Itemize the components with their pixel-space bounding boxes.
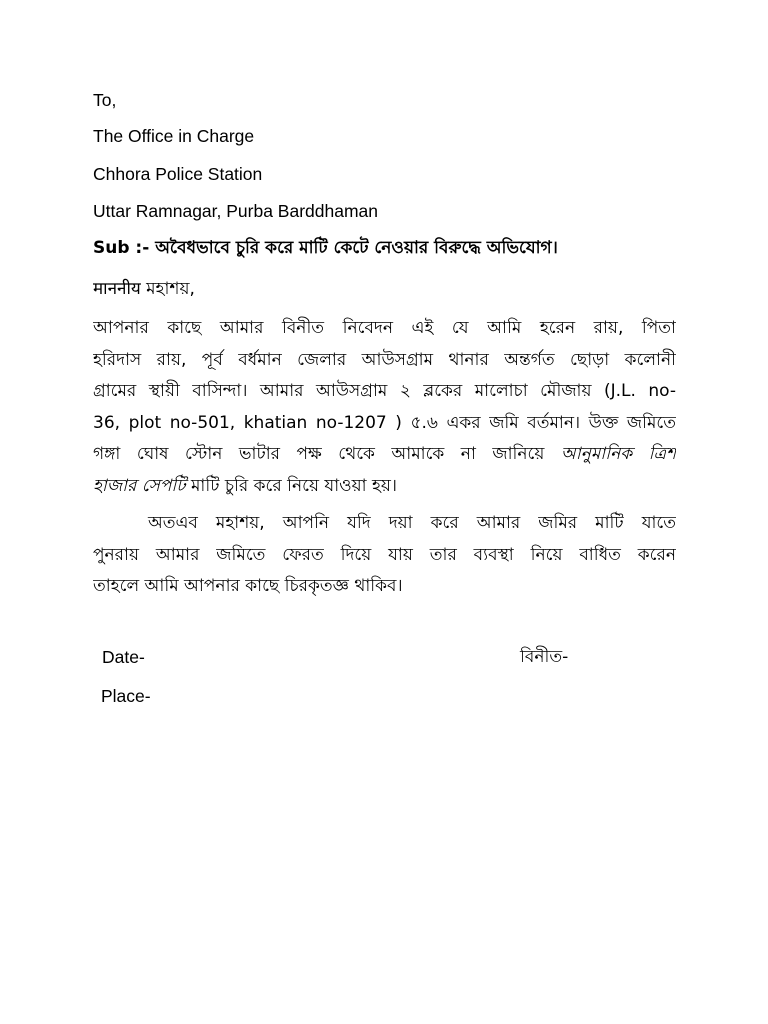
body1-line-1: আপনার কাছে আমার বিনীত নিবেদন এই যে আমি হরেন রায়, পিতা <box>93 318 676 338</box>
body1-line-5-italic: আনুমানিক ত্রিশ <box>560 444 676 464</box>
place-label: Place- <box>101 686 151 706</box>
subject-line: Sub :- অবৈধভাবে চুরি করে মাটি কেটে নেওয়ার বিরুদ্ধে অভিযোগ। <box>93 238 558 258</box>
recipient-location: Uttar Ramnagar, Purba Barddhaman <box>93 201 379 221</box>
body1-line-3: গ্রামের স্থায়ী বাসিন্দা। আমার আউসগ্রাম ২ ব্লকের মালোচা মৌজায় (J.L. no- <box>93 381 676 401</box>
body1-line-6-italic: হাজার সেপটি <box>93 475 186 496</box>
recipient-to: To, <box>93 90 117 110</box>
body-paragraph-2 <box>93 508 676 603</box>
recipient-station: Chhora Police Station <box>93 164 263 184</box>
body2-line-2: পুনরায় আমার জমিতে ফেরত দিয়ে যায় তার ব্যবস্থা নিয়ে বাধিত করেন <box>93 544 676 565</box>
body1-line-5-text: গঙ্গা ঘোষ স্টোন ভাটার পক্ষ থেকে আমাকে না জানিয়ে <box>93 444 545 464</box>
salutation: माननीय মহাশয়, <box>93 279 195 299</box>
body2-line-3: তাহলে আমি আপনার কাছে চিরকৃতজ্ঞ থাকিব। <box>93 576 403 596</box>
signoff-label: বিনীত- <box>520 647 569 667</box>
body-paragraph-1 <box>93 313 676 502</box>
date-label: Date- <box>102 647 145 667</box>
body1-line-6-text: মাটি চুরি করে নিয়ে যাওয়া হয়। <box>190 475 398 496</box>
recipient-office: The Office in Charge <box>93 126 255 146</box>
body1-line-4: 36, plot no-501, khatian no-1207 ) ৫.৬ একর জমি বর্তমান। উক্ত জমিতে <box>93 412 676 433</box>
body1-line-2: হরিদাস রায়, পূর্ব বর্ধমান জেলার আউসগ্রাম থানার অন্তর্গত ছোড়া কলোনী <box>93 349 676 370</box>
body1-line-6 <box>93 471 676 503</box>
body2-line-1: অতএব মহাশয়, আপনি যদি দয়া করে আমার জমির মাটি যাতে <box>148 513 676 533</box>
body1-line-5 <box>93 439 676 471</box>
